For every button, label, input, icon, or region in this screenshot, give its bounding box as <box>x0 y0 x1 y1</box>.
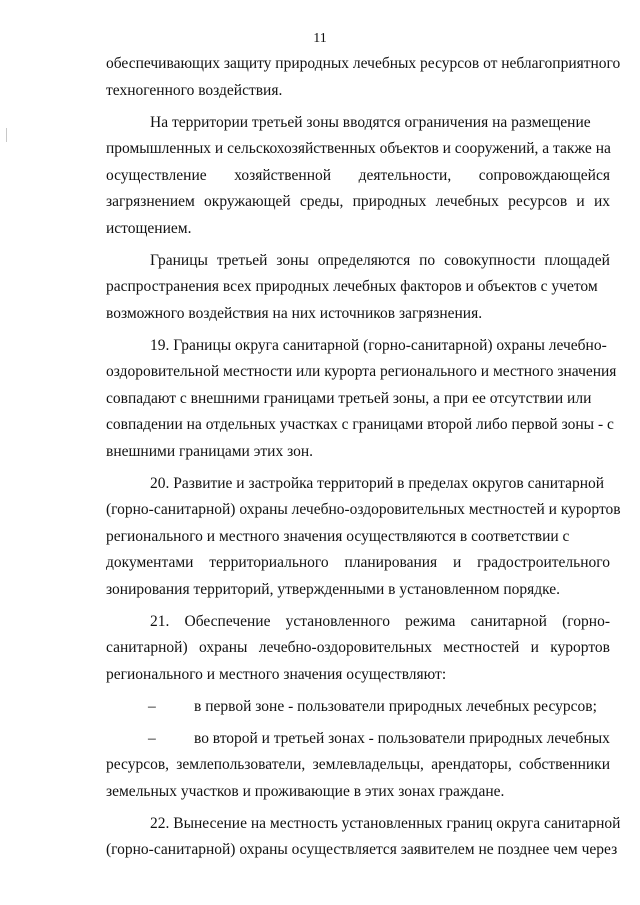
text-line: совпадают с внешними границами третьей зоны, а при ее отсутствии или <box>106 389 592 407</box>
list-dash: – <box>148 697 156 715</box>
text-line: На территории третьей зоны вводятся ограничения на размещение <box>150 113 591 131</box>
text-line-justified: ресурсов, землепользователи, землевладельцы, арендаторы, собственники <box>106 756 610 773</box>
text-line: регионального и местного значения осуществляются в соответствии с <box>106 527 570 545</box>
text-line-justified: осуществление хозяйственной деятельности, сопровождающейся <box>106 166 610 184</box>
list-dash: – <box>148 729 156 747</box>
list-item-first-zone <box>106 694 610 721</box>
text-line: в первой зоне - пользователи природных лечебных ресурсов; <box>194 697 597 715</box>
paragraph-third-zone-boundaries <box>106 248 610 328</box>
text-line: 20. Развитие и застройка территорий в пределах округов санитарной <box>150 474 605 492</box>
paragraph-item-22 <box>106 811 621 864</box>
paragraph-item-20 <box>106 471 621 604</box>
text-line: распространения всех природных лечебных факторов и объектов с учетом <box>106 278 598 295</box>
paragraph-third-zone-restrictions <box>106 110 610 243</box>
paragraph-continuation <box>106 51 621 104</box>
page-number: 11 <box>313 31 327 46</box>
text-line: обеспечивающих защиту природных лечебных ресурсов от неблагоприятного <box>106 55 621 72</box>
paragraph-item-21 <box>106 609 610 689</box>
text-line-justified: документами территориального планирования и градостроительного <box>106 554 610 571</box>
text-line: 22. Вынесение на местность установленных границ округа санитарной <box>150 814 621 832</box>
text-line-justified: во второй и третьей зонах - пользователи природных лечебных <box>194 729 610 747</box>
text-line: земельных участков и проживающие в этих зонах граждане. <box>106 782 505 800</box>
scan-margin-mark <box>6 128 7 142</box>
text-line-justified: загрязнением окружающей среды, природных лечебных ресурсов и их <box>106 193 610 210</box>
text-line: внешними границами этих зон. <box>106 442 314 460</box>
text-line: возможного воздействия на них источников загрязнения. <box>106 304 483 322</box>
text-line-justified: 21. Обеспечение установленного режима санитарной (горно- <box>150 612 610 630</box>
text-line: зонирования территорий, утвержденными в установленном порядке. <box>106 580 561 598</box>
text-line: регионального и местного значения осуществляют: <box>106 665 447 683</box>
text-line-justified: Границы третьей зоны определяются по совокупности площадей <box>150 251 610 269</box>
text-line: техногенного воздействия. <box>106 81 283 99</box>
text-line: истощением. <box>106 219 192 237</box>
text-line: 19. Границы округа санитарной (горно-санитарной) охраны лечебно- <box>150 336 607 354</box>
text-line: совпадении на отдельных участках с границами второй либо первой зоны - с <box>106 416 614 433</box>
text-line: оздоровительной местности или курорта регионального и местного значения <box>106 363 617 380</box>
text-line: (горно-санитарной) охраны лечебно-оздоровительных местностей и курортов <box>106 501 621 518</box>
paragraph-item-19 <box>106 333 617 466</box>
list-item-second-third-zones <box>106 726 610 806</box>
text-line-justified: санитарной) охраны лечебно-оздоровительных местностей и курортов <box>106 639 610 656</box>
text-line: (горно-санитарной) охраны осуществляется заявителем не позднее чем через <box>106 841 618 858</box>
text-line: промышленных и сельскохозяйственных объектов и сооружений, а также на <box>106 140 611 157</box>
document-body <box>106 51 621 864</box>
